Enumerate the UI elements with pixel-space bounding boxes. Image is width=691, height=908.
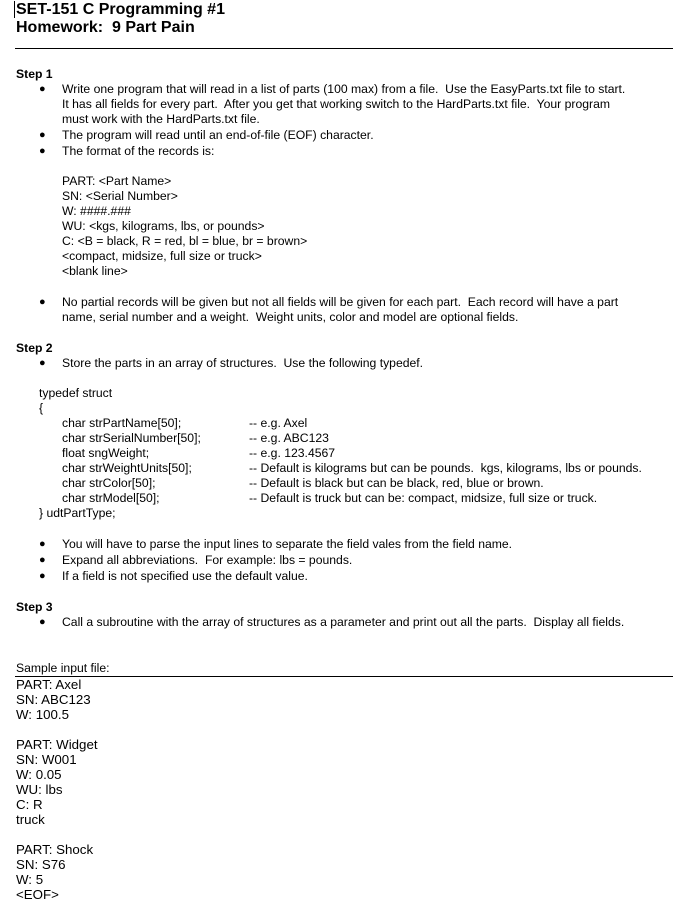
sample-line: PART: Widget: [16, 737, 98, 752]
step1-bullet1-line2: It has all fields for every part. After you get that working switch to the HardParts.txt file. Your program: [62, 97, 611, 111]
bullet-icon: ●: [39, 616, 46, 628]
typedef-open: typedef struct: [39, 386, 113, 400]
struct-field-comment: -- Default is black but can be black, red, blue or brown.: [249, 476, 544, 490]
step2-bullet1: Store the parts in an array of structures. Use the following typedef.: [62, 356, 424, 370]
format-line: SN: <Serial Number>: [62, 189, 178, 203]
sample-label: Sample input file:: [16, 661, 110, 675]
bullet-icon: ●: [39, 357, 46, 369]
step2-bullet4: If a field is not specified use the default value.: [62, 569, 308, 583]
step1-bullet1-line3: must work with the HardParts.txt file.: [62, 112, 260, 126]
struct-field-comment: -- e.g. 123.4567: [249, 446, 336, 460]
step1-heading: Step 1: [16, 67, 53, 81]
step2-bullet2: You will have to parse the input lines to separate the field vales from the field name.: [62, 537, 513, 551]
sample-line: W: 100.5: [16, 707, 69, 722]
format-line: W: ####.###: [62, 204, 131, 218]
sample-line: SN: ABC123: [16, 692, 91, 707]
struct-field-decl: float sngWeight;: [62, 446, 150, 460]
header-divider: [15, 48, 673, 49]
bullet-icon: ●: [39, 554, 46, 566]
step1-bullet4-line2: name, serial number and a weight. Weight units, color and model are optional fields.: [62, 310, 519, 324]
format-line: WU: <kgs, kilograms, lbs, or pounds>: [62, 219, 265, 233]
step1-bullet1-line1: Write one program that will read in a list of parts (100 max) from a file. Use the EasyParts.txt file to start.: [62, 82, 626, 96]
sample-divider: [15, 676, 673, 677]
bullet-icon: ●: [39, 83, 46, 95]
struct-field-decl: char strColor[50];: [62, 476, 156, 490]
step1-bullet4-line1: No partial records will be given but not all fields will be given for each part. Each record will have a part: [62, 295, 619, 309]
sample-line: W: 0.05: [16, 767, 62, 782]
bullet-icon: ●: [39, 570, 46, 582]
format-line: PART: <Part Name>: [62, 174, 172, 188]
sample-line: <EOF>: [16, 887, 59, 902]
text-cursor: [14, 1, 15, 18]
step1-bullet3: The format of the records is:: [62, 144, 215, 158]
step3-heading: Step 3: [16, 600, 53, 614]
step2-heading: Step 2: [16, 341, 53, 355]
typedef-brace-open: {: [39, 401, 44, 415]
sample-line: C: R: [16, 797, 43, 812]
format-line: <blank line>: [62, 264, 128, 278]
sample-line: W: 5: [16, 872, 44, 887]
format-line: <compact, midsize, full size or truck>: [62, 249, 262, 263]
sample-line: WU: lbs: [16, 782, 63, 797]
struct-field-comment: -- e.g. ABC123: [249, 431, 329, 445]
document-title: SET-151 C Programming #1: [16, 1, 225, 18]
struct-field-comment: -- e.g. Axel: [249, 416, 308, 430]
sample-line: PART: Shock: [16, 842, 94, 857]
step3-bullet1: Call a subroutine with the array of structures as a parameter and print out all the parts. Display all fields.: [62, 615, 625, 629]
bullet-icon: ●: [39, 129, 46, 141]
bullet-icon: ●: [39, 145, 46, 157]
document-subtitle: Homework: 9 Part Pain: [16, 19, 195, 36]
struct-field-decl: char strPartName[50];: [62, 416, 182, 430]
typedef-close: } udtPartType;: [39, 506, 116, 520]
format-line: C: <B = black, R = red, bl = blue, br = brown>: [62, 234, 308, 248]
struct-field-decl: char strSerialNumber[50];: [62, 431, 201, 445]
sample-line: truck: [16, 812, 45, 827]
sample-line: SN: S76: [16, 857, 66, 872]
struct-field-comment: -- Default is truck but can be: compact, midsize, full size or truck.: [249, 491, 598, 505]
sample-line: SN: W001: [16, 752, 77, 767]
struct-field-decl: char strWeightUnits[50];: [62, 461, 192, 475]
step1-bullet2: The program will read until an end-of-file (EOF) character.: [62, 128, 374, 142]
sample-line: PART: Axel: [16, 677, 82, 692]
struct-field-decl: char strModel[50];: [62, 491, 160, 505]
struct-field-comment: -- Default is kilograms but can be pounds. kgs, kilograms, lbs or pounds.: [249, 461, 642, 475]
bullet-icon: ●: [39, 538, 46, 550]
bullet-icon: ●: [39, 296, 46, 308]
step2-bullet3: Expand all abbreviations. For example: lbs = pounds.: [62, 553, 353, 567]
